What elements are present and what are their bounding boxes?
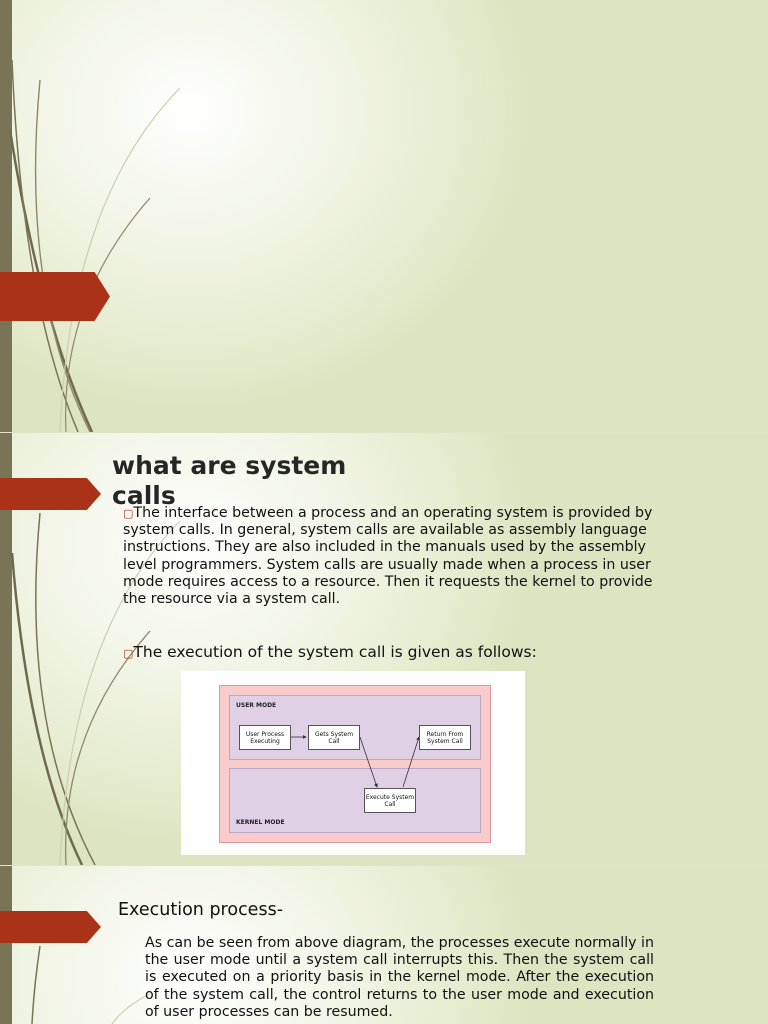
bullet-item [123, 505, 653, 608]
bullet-marker-icon: ▢ [123, 507, 134, 520]
kernel-mode-label: KERNEL MODE [236, 819, 285, 826]
body-paragraph: As can be seen from above diagram, the processes execute normally in the user mode until a system call interrupts this. Then the system call is executed on a priority basis in the kernel mode. After the execution of the system call, the control returns to the user mode and execution of user processes can be resumed. [145, 935, 654, 1020]
execute-system-call-box: Execute System Call [364, 788, 416, 813]
slide-title: Execution process- [118, 900, 284, 920]
bullet-marker-icon: ▢ [123, 647, 134, 660]
diagram-arrows [220, 686, 490, 842]
decorative-swoosh [0, 0, 240, 432]
slide-1 [0, 0, 768, 432]
title-arrow-marker [0, 272, 110, 321]
slide-2 [0, 433, 768, 865]
bullet-item [123, 642, 653, 664]
title-arrow-marker [0, 911, 101, 943]
slide-title: what are system calls [112, 451, 347, 510]
title-arrow-marker [0, 478, 101, 510]
user-process-box: User Process Executing [239, 725, 291, 750]
return-from-call-box: Return From System Call [419, 725, 471, 750]
gets-system-call-box: Gets System Call [308, 725, 360, 750]
bullet-text: The interface between a process and an operating system is provided by system calls. In general, system calls are available as assembly language instructions. They are also included in the manuals used by the assembly level programmers. System calls are usually made when a process in user mode requires access to a resource. Then it requests the kernel to provide the resource via a system call. [123, 505, 653, 608]
diagram-frame [219, 685, 491, 843]
bullet-text: The execution of the system call is given as follows: [133, 643, 537, 661]
slide-3 [0, 866, 768, 1024]
user-mode-label: USER MODE [236, 702, 277, 709]
system-call-diagram [181, 671, 525, 855]
